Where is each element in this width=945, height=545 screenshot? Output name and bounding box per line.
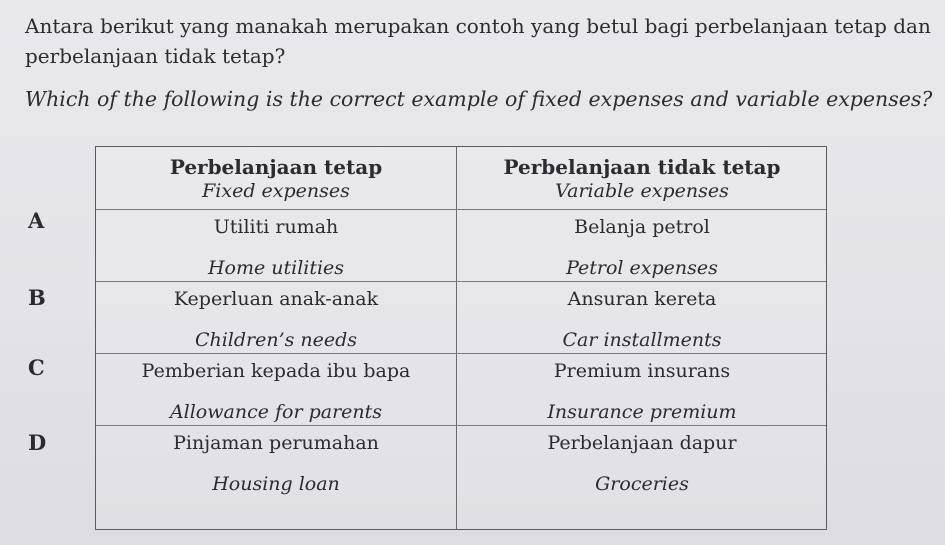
row-a-fixed (96, 215, 456, 280)
header-variable-en: Variable expenses (555, 180, 729, 202)
row-a-variable (456, 215, 828, 280)
row-d-fixed-ms: Pinjaman perumahan (173, 432, 379, 454)
row-d-variable-en: Groceries (595, 473, 689, 495)
row-divider-b (96, 353, 826, 354)
row-d-variable-ms: Perbelanjaan dapur (547, 432, 737, 454)
row-c-variable (456, 359, 828, 424)
header-variable (456, 155, 828, 203)
header-fixed-ms: Perbelanjaan tetap (169, 155, 383, 179)
row-divider-c (96, 425, 826, 426)
expenses-table (95, 146, 827, 530)
row-d-fixed (96, 431, 456, 496)
row-a-variable-en: Petrol expenses (566, 257, 718, 279)
row-a-variable-ms: Belanja petrol (574, 216, 710, 238)
row-d-fixed-en: Housing loan (212, 473, 340, 495)
header-fixed-en: Fixed expenses (202, 180, 350, 202)
option-label-a: A (28, 208, 45, 233)
header-variable-ms: Perbelanjaan tidak tetap (503, 155, 781, 179)
row-b-variable-ms: Ansuran kereta (567, 288, 717, 310)
row-b-variable (456, 287, 828, 352)
question-malay-line1: Antara berikut yang manakah merupakan contoh yang betul bagi perbelanjaan tetap dan (25, 14, 931, 38)
option-label-c: C (28, 355, 45, 380)
row-divider-a (96, 281, 826, 282)
row-divider-header (96, 209, 826, 210)
row-d-variable (456, 431, 828, 496)
row-c-fixed (96, 359, 456, 424)
question-malay-line2: perbelanjaan tidak tetap? (25, 44, 286, 68)
row-c-variable-en: Insurance premium (547, 401, 737, 423)
row-a-fixed-ms: Utiliti rumah (213, 216, 339, 238)
row-c-variable-ms: Premium insurans (553, 360, 731, 382)
question-english: Which of the following is the correct example of fixed expenses and variable expenses? (25, 87, 933, 111)
row-b-variable-en: Car installments (562, 329, 722, 351)
row-b-fixed-en: Children’s needs (194, 329, 358, 351)
row-c-fixed-ms: Pemberian kepada ibu bapa (141, 360, 411, 382)
row-a-fixed-en: Home utilities (207, 257, 345, 279)
row-c-fixed-en: Allowance for parents (169, 401, 383, 423)
option-label-d: D (28, 430, 47, 455)
option-label-b: B (28, 285, 46, 310)
row-b-fixed (96, 287, 456, 352)
header-fixed (96, 155, 456, 203)
row-b-fixed-ms: Keperluan anak-anak (173, 288, 379, 310)
